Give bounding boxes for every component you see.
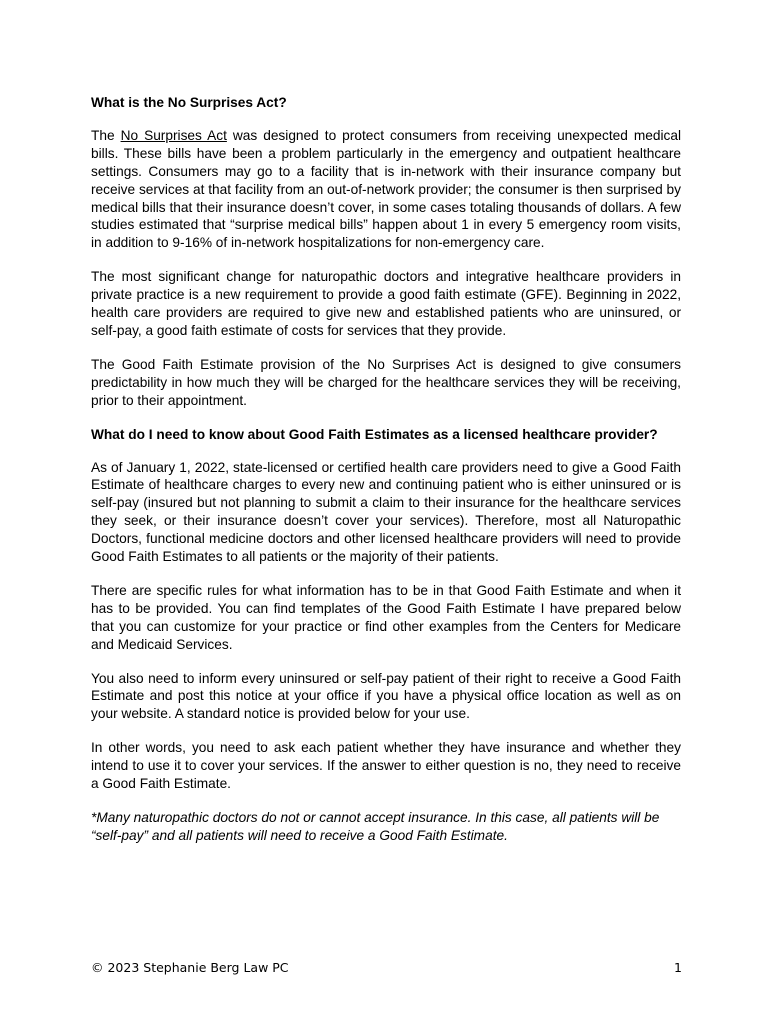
paragraph-inform-patients: You also need to inform every uninsured or self-pay patient of their right to receive a Good Faith Estimate and post this notice at your office if you have a physical office location as well as on your website. A standard notice is provided below for your use. <box>91 670 681 722</box>
paragraph-intro <box>91 127 681 252</box>
paragraph-gfe-requirement: The most significant change for naturopathic doctors and integrative healthcare providers in private practice is a new requirement to provide a good faith estimate (GFE). Beginning in 2022, health care providers are required to give new and established patients who are uninsured, or self-pay, a good faith estimate of costs for services that they provide. <box>91 269 681 338</box>
paragraph-gfe-provision: The Good Faith Estimate provision of the No Surprises Act is designed to give consumers predictability in how much they will be charged for the healthcare services they will be receiving, prior to their appointment. <box>91 356 681 408</box>
paragraph-in-other-words: In other words, you need to ask each patient whether they have insurance and whether they intend to use it to cover your services. If the answer to either question is no, they need to receive a Good Faith Estimate. <box>91 740 681 792</box>
heading-what-to-know: What do I need to know about Good Faith Estimates as a licensed healthcare provider? <box>91 426 658 442</box>
paragraph-intro-lead: The <box>91 127 121 143</box>
paragraph-insurance-note: *Many naturopathic doctors do not or cannot accept insurance. In this case, all patients will be “self-pay” and all patients will need to receive a Good Faith Estimate. <box>91 810 660 843</box>
footer-copyright: © 2023 Stephanie Berg Law PC <box>91 960 289 975</box>
paragraph-intro-rest: was designed to protect consumers from receiving unexpected medical bills. These bills have been a problem particularly in the emergency and outpatient healthcare settings. Consumers may go to a facility that is in-network with their insurance company but receive services at that facility from an out-of-network provider; the consumer is then surprised by medical bills that their insurance doesn’t cover, in some cases totaling thousands of dollars. A few studies estimated that “surprise medical bills” happen about 1 in every 5 emergency room visits, in addition to 9-16% of in-network hospitalizations for non-emergency care. <box>91 127 681 251</box>
document-body <box>91 94 681 845</box>
footer-page-number: 1 <box>674 960 682 975</box>
no-surprises-act-link[interactable]: No Surprises Act <box>120 127 227 143</box>
paragraph-specific-rules: There are specific rules for what information has to be in that Good Faith Estimate and when it has to be provided. You can find templates of the Good Faith Estimate I have prepared below that you can customize for your practice or find other examples from the Centers for Medicare and Medicaid Services. <box>91 582 681 652</box>
heading-what-is-nsa: What is the No Surprises Act? <box>91 95 287 110</box>
paragraph-as-of-2022: As of January 1, 2022, state-licensed or certified health care providers need to give a Good Faith Estimate of healthcare charges to every new and continuing patient who is either uninsured or is self-pay (insured but not planning to submit a claim to their insurance for the healthcare services they seek, or their insurance doesn’t cover your services). Therefore, most all Naturopathic Doctors, functional medicine doctors and other licensed healthcare providers will need to provide Good Faith Estimates to all patients or the majority of their patients. <box>91 459 681 565</box>
